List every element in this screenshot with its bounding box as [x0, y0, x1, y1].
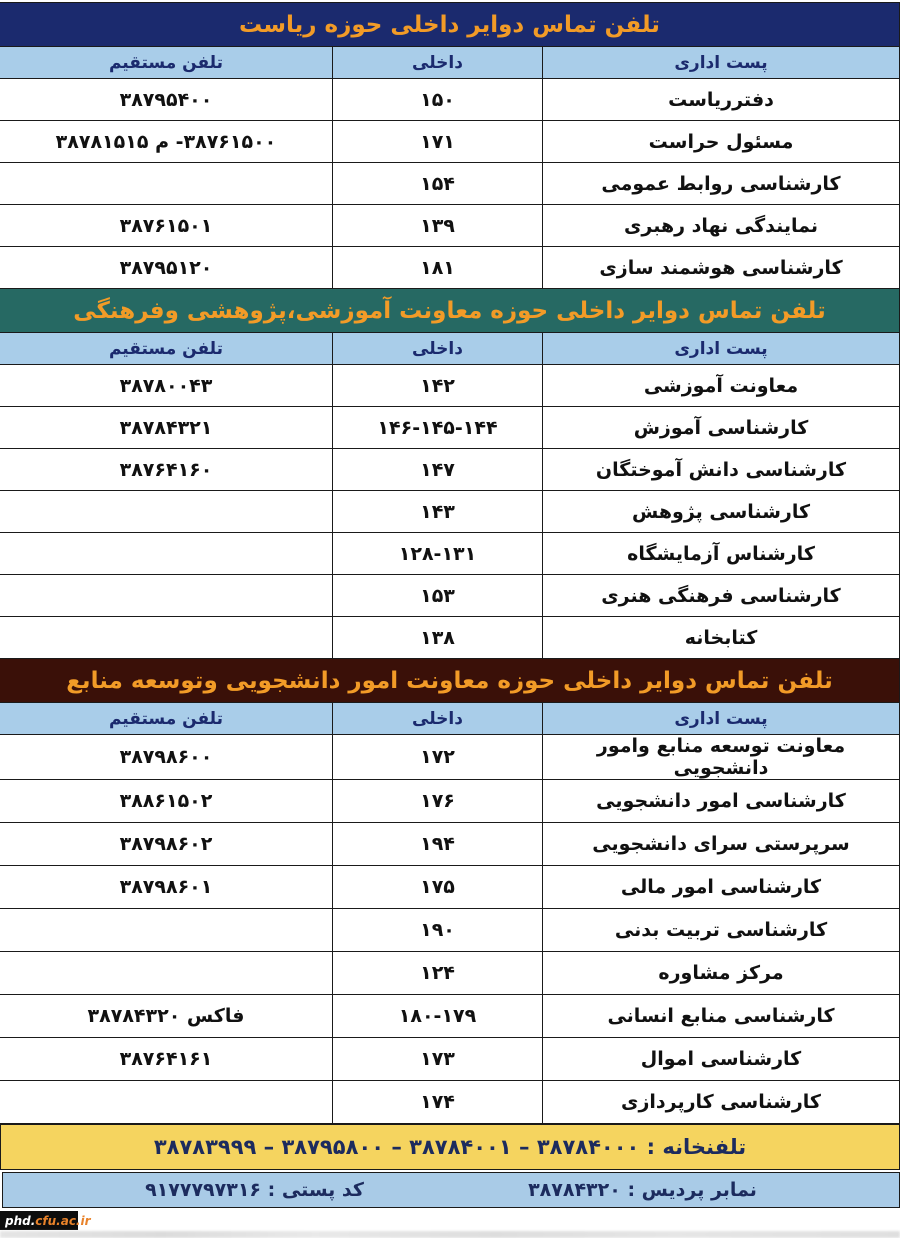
internal-cell: ۱۲۴	[333, 952, 543, 995]
internal-cell: ۱۴۷	[333, 449, 543, 491]
post-cell: کارشناسی امور دانشجویی	[543, 780, 900, 823]
campus-fax-text: نمابر پردیس : ۳۸۷۸۴۳۲۰	[528, 1179, 757, 1201]
post-cell: کارشناسی کارپردازی	[543, 1081, 900, 1124]
direct-cell: ۳۸۷۶۱۵۰۱	[0, 205, 333, 247]
post-cell: کارشناسی فرهنگی هنری	[543, 575, 900, 617]
fax-postal-bar	[2, 1172, 900, 1208]
direct-cell	[0, 617, 333, 659]
column-header-internal: داخلی	[333, 703, 543, 735]
table-row	[0, 823, 900, 866]
internal-cell: ۱۳۸	[333, 617, 543, 659]
watermark-prefix: phd.	[5, 1213, 36, 1228]
table-row	[0, 780, 900, 823]
direct-cell: ۳۸۷۸۰۰۴۳	[0, 365, 333, 407]
post-cell: کارشناسی روابط عمومی	[543, 163, 900, 205]
internal-cell: ۱۵۰	[333, 79, 543, 121]
post-cell: کارشناسی پژوهش	[543, 491, 900, 533]
column-header-internal: داخلی	[333, 333, 543, 365]
post-cell: کارشناسی هوشمند سازی	[543, 247, 900, 289]
post-cell: کارشناسی تربیت بدنی	[543, 909, 900, 952]
postal-code-text: کد پستی : ۹۱۷۷۷۹۷۳۱۶	[145, 1179, 364, 1201]
section-header-amoozeshi	[0, 289, 900, 333]
table-row	[0, 866, 900, 909]
column-header-direct: تلفن مستقیم	[0, 47, 333, 79]
site-watermark	[0, 1211, 91, 1230]
post-cell: دفترریاست	[543, 79, 900, 121]
section-title: تلفن تماس دوایر داخلی حوزه ریاست	[0, 3, 900, 47]
direct-cell: ۳۸۷۹۵۴۰۰	[0, 79, 333, 121]
post-cell: کارشناسی آموزش	[543, 407, 900, 449]
table-row	[0, 575, 900, 617]
table-row	[0, 121, 900, 163]
internal-cell: ۱۷۴	[333, 1081, 543, 1124]
table-row	[0, 995, 900, 1038]
switchboard-phones-bar	[0, 1124, 900, 1170]
direct-cell: ۳۸۷۸۴۳۲۱	[0, 407, 333, 449]
internal-cell: ۱۲۸-۱۳۱	[333, 533, 543, 575]
internal-cell: ۱۷۲	[333, 735, 543, 780]
table-row	[0, 163, 900, 205]
section-header-daneshjooyi	[0, 659, 900, 703]
post-cell: کارشناسی اموال	[543, 1038, 900, 1081]
post-cell: نمایندگی نهاد رهبری	[543, 205, 900, 247]
table-row	[0, 1081, 900, 1124]
internal-cell: ۱۸۰-۱۷۹	[333, 995, 543, 1038]
directory-table	[0, 2, 900, 1124]
column-header-row	[0, 703, 900, 735]
internal-cell: ۱۷۱	[333, 121, 543, 163]
internal-cell: ۱۳۹	[333, 205, 543, 247]
direct-cell	[0, 163, 333, 205]
post-cell: کارشناس آزمایشگاه	[543, 533, 900, 575]
direct-cell	[0, 533, 333, 575]
direct-cell: ۳۸۷۹۵۱۲۰	[0, 247, 333, 289]
direct-cell	[0, 952, 333, 995]
column-header-direct: تلفن مستقیم	[0, 333, 333, 365]
internal-cell: ۱۵۳	[333, 575, 543, 617]
column-header-post: پست اداری	[543, 333, 900, 365]
post-cell: معاونت آموزشی	[543, 365, 900, 407]
column-header-row	[0, 333, 900, 365]
table-row	[0, 365, 900, 407]
direct-cell: ۳۸۷۶۴۱۶۰	[0, 449, 333, 491]
post-cell: کارشناسی دانش آموختگان	[543, 449, 900, 491]
section-header-riyasat	[0, 3, 900, 47]
direct-cell	[0, 575, 333, 617]
post-cell: کارشناسی امور مالی	[543, 866, 900, 909]
watermark-domain: cfu.ac.ir	[35, 1213, 91, 1228]
table-row	[0, 407, 900, 449]
section-title: تلفن تماس دوایر داخلی حوزه معاونت امور دانشجویی وتوسعه منابع	[0, 659, 900, 703]
direct-cell: ۳۸۷۹۸۶۰۰	[0, 735, 333, 780]
direct-cell: ۳۸۸۶۱۵۰۲	[0, 780, 333, 823]
internal-cell: ۱۷۵	[333, 866, 543, 909]
table-row	[0, 735, 900, 780]
internal-cell: ۱۹۴	[333, 823, 543, 866]
post-cell: کارشناسی منابع انسانی	[543, 995, 900, 1038]
table-row	[0, 617, 900, 659]
table-row	[0, 1038, 900, 1081]
direct-cell: ۳۸۷۹۸۶۰۱	[0, 866, 333, 909]
table-row	[0, 449, 900, 491]
direct-cell	[0, 1081, 333, 1124]
internal-cell: ۱۴۳	[333, 491, 543, 533]
post-cell: مرکز مشاوره	[543, 952, 900, 995]
table-row	[0, 491, 900, 533]
internal-cell: ۱۹۰	[333, 909, 543, 952]
post-cell: کتابخانه	[543, 617, 900, 659]
internal-cell: ۱۴۶-۱۴۵-۱۴۴	[333, 407, 543, 449]
internal-cell: ۱۷۳	[333, 1038, 543, 1081]
section-title: تلفن تماس دوایر داخلی حوزه معاونت آموزشی،پژوهشی وفرهنگی	[0, 289, 900, 333]
column-header-row	[0, 47, 900, 79]
direct-cell: فاکس ۳۸۷۸۴۳۲۰	[0, 995, 333, 1038]
internal-cell: ۱۴۲	[333, 365, 543, 407]
cutoff-scan-strip	[0, 1231, 900, 1238]
table-row	[0, 909, 900, 952]
table-row	[0, 79, 900, 121]
internal-cell: ۱۷۶	[333, 780, 543, 823]
direct-cell: ۳۸۷۹۸۶۰۲	[0, 823, 333, 866]
direct-cell: ۳۸۷۶۴۱۶۱	[0, 1038, 333, 1081]
direct-cell	[0, 491, 333, 533]
table-row	[0, 247, 900, 289]
table-row	[0, 952, 900, 995]
table-row	[0, 205, 900, 247]
internal-cell: ۱۵۴	[333, 163, 543, 205]
column-header-post: پست اداری	[543, 703, 900, 735]
column-header-post: پست اداری	[543, 47, 900, 79]
direct-cell	[0, 909, 333, 952]
post-cell: مسئول حراست	[543, 121, 900, 163]
post-cell: معاونت توسعه منابع وامور دانشجویی	[543, 735, 900, 780]
table-row	[0, 533, 900, 575]
direct-cell: ۳۸۷۶۱۵۰۰- م ۳۸۷۸۱۵۱۵	[0, 121, 333, 163]
internal-cell: ۱۸۱	[333, 247, 543, 289]
post-cell: سرپرستی سرای دانشجویی	[543, 823, 900, 866]
column-header-direct: تلفن مستقیم	[0, 703, 333, 735]
column-header-internal: داخلی	[333, 47, 543, 79]
switchboard-phones-text: تلفنخانه : ۳۸۷۸۴۰۰۰ – ۳۸۷۸۴۰۰۱ – ۳۸۷۹۵۸۰۰ – ۳۸۷۸۳۹۹۹	[153, 1135, 747, 1159]
